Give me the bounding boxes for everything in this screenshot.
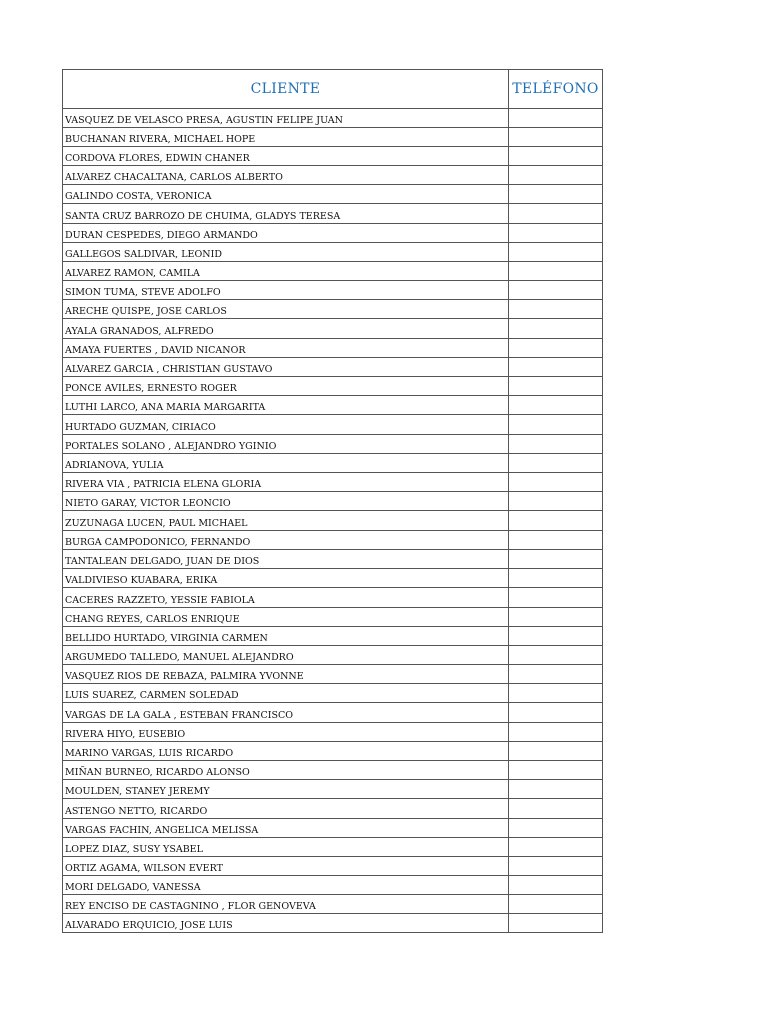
phone-cell [509,435,603,454]
phone-cell [509,358,603,377]
table-row [63,627,603,646]
phone-cell [509,627,603,646]
table-row [63,339,603,358]
phone-cell [509,473,603,492]
client-name-cell: ARECHE QUISPE, JOSE CARLOS [63,300,509,319]
table-row [63,550,603,569]
table-row [63,473,603,492]
table-header-row [63,70,603,109]
phone-cell [509,224,603,243]
client-name-cell: BURGA CAMPODONICO, FERNANDO [63,531,509,550]
table-row [63,819,603,838]
client-name-cell: SANTA CRUZ BARROZO DE CHUIMA, GLADYS TERESA [63,204,509,224]
table-row [63,224,603,243]
client-name-cell: MARINO VARGAS, LUIS RICARDO [63,742,509,761]
table-row [63,531,603,550]
table-row [63,742,603,761]
table-row [63,128,603,147]
table-row [63,665,603,684]
client-name-cell: ALVAREZ RAMON, CAMILA [63,262,509,281]
phone-cell [509,531,603,550]
client-name-cell: BELLIDO HURTADO, VIRGINIA CARMEN [63,627,509,646]
client-name-cell: ALVAREZ GARCIA , CHRISTIAN GUSTAVO [63,358,509,377]
client-name-cell: ALVARADO ERQUICIO, JOSE LUIS [63,914,509,933]
client-name-cell: NIETO GARAY, VICTOR LEONCIO [63,492,509,511]
client-name-cell: AMAYA FUERTES , DAVID NICANOR [63,339,509,358]
table-row [63,608,603,627]
client-name-cell: AYALA GRANADOS, ALFREDO [63,319,509,339]
table-row [63,377,603,396]
table-row [63,300,603,319]
client-name-cell: VARGAS DE LA GALA , ESTEBAN FRANCISCO [63,703,509,723]
phone-cell [509,128,603,147]
table-body [63,109,603,933]
phone-cell [509,281,603,300]
phone-cell [509,377,603,396]
client-name-cell: PORTALES SOLANO , ALEJANDRO YGINIO [63,435,509,454]
client-name-cell: CORDOVA FLORES, EDWIN CHANER [63,147,509,166]
client-name-cell: LOPEZ DIAZ, SUSY YSABEL [63,838,509,857]
table-row [63,799,603,819]
header-cliente: CLIENTE [63,70,509,109]
phone-cell [509,166,603,185]
client-name-cell: ADRIANOVA, YULIA [63,454,509,473]
table-row [63,895,603,914]
table-row [63,876,603,895]
table-row [63,281,603,300]
phone-cell [509,550,603,569]
table-row [63,511,603,531]
phone-cell [509,396,603,415]
phone-cell [509,684,603,703]
table-row [63,204,603,224]
client-name-cell: GALLEGOS SALDIVAR, LEONID [63,243,509,262]
table-row [63,703,603,723]
client-name-cell: PONCE AVILES, ERNESTO ROGER [63,377,509,396]
phone-cell [509,204,603,224]
phone-cell [509,761,603,780]
phone-cell [509,415,603,435]
client-name-cell: LUTHI LARCO, ANA MARIA MARGARITA [63,396,509,415]
phone-cell [509,588,603,608]
client-name-cell: TANTALEAN DELGADO, JUAN DE DIOS [63,550,509,569]
client-name-cell: BUCHANAN RIVERA, MICHAEL HOPE [63,128,509,147]
client-table [62,69,603,933]
phone-cell [509,646,603,665]
client-name-cell: REY ENCISO DE CASTAGNINO , FLOR GENOVEVA [63,895,509,914]
table-row [63,838,603,857]
client-name-cell: ASTENGO NETTO, RICARDO [63,799,509,819]
table-row [63,358,603,377]
table-row [63,569,603,588]
client-name-cell: GALINDO COSTA, VERONICA [63,185,509,204]
client-name-cell: SIMON TUMA, STEVE ADOLFO [63,281,509,300]
phone-cell [509,857,603,876]
table-row [63,723,603,742]
client-name-cell: CHANG REYES, CARLOS ENRIQUE [63,608,509,627]
phone-cell [509,819,603,838]
phone-cell [509,703,603,723]
table-row [63,415,603,435]
client-name-cell: VASQUEZ DE VELASCO PRESA, AGUSTIN FELIPE JUAN [63,109,509,128]
header-telefono: TELÉFONO [509,70,603,109]
client-name-cell: ALVAREZ CHACALTANA, CARLOS ALBERTO [63,166,509,185]
client-name-cell: ARGUMEDO TALLEDO, MANUEL ALEJANDRO [63,646,509,665]
phone-cell [509,914,603,933]
table-row [63,588,603,608]
client-name-cell: DURAN CESPEDES, DIEGO ARMANDO [63,224,509,243]
table-row [63,109,603,128]
phone-cell [509,742,603,761]
table-row [63,243,603,262]
phone-cell [509,723,603,742]
client-name-cell: VALDIVIESO KUABARA, ERIKA [63,569,509,588]
client-name-cell: LUIS SUAREZ, CARMEN SOLEDAD [63,684,509,703]
phone-cell [509,339,603,358]
table-row [63,147,603,166]
phone-cell [509,454,603,473]
phone-cell [509,780,603,799]
client-name-cell: MIÑAN BURNEO, RICARDO ALONSO [63,761,509,780]
table-row [63,857,603,876]
client-name-cell: MORI DELGADO, VANESSA [63,876,509,895]
phone-cell [509,665,603,684]
phone-cell [509,300,603,319]
phone-cell [509,147,603,166]
phone-cell [509,876,603,895]
phone-cell [509,608,603,627]
table-row [63,166,603,185]
table-row [63,262,603,281]
phone-cell [509,185,603,204]
phone-cell [509,511,603,531]
table-row [63,454,603,473]
phone-cell [509,799,603,819]
phone-cell [509,569,603,588]
client-name-cell: CACERES RAZZETO, YESSIE FABIOLA [63,588,509,608]
phone-cell [509,319,603,339]
phone-cell [509,492,603,511]
table-row [63,761,603,780]
table-row [63,319,603,339]
client-name-cell: ORTIZ AGAMA, WILSON EVERT [63,857,509,876]
table-row [63,684,603,703]
table-row [63,780,603,799]
table-row [63,435,603,454]
phone-cell [509,262,603,281]
phone-cell [509,243,603,262]
client-name-cell: MOULDEN, STANEY JEREMY [63,780,509,799]
table-row [63,396,603,415]
client-name-cell: VARGAS FACHIN, ANGELICA MELISSA [63,819,509,838]
client-name-cell: RIVERA HIYO, EUSEBIO [63,723,509,742]
client-name-cell: RIVERA VIA , PATRICIA ELENA GLORIA [63,473,509,492]
phone-cell [509,895,603,914]
phone-cell [509,109,603,128]
table-row [63,185,603,204]
client-name-cell: ZUZUNAGA LUCEN, PAUL MICHAEL [63,511,509,531]
client-name-cell: HURTADO GUZMAN, CIRIACO [63,415,509,435]
table-row [63,914,603,933]
client-name-cell: VASQUEZ RIOS DE REBAZA, PALMIRA YVONNE [63,665,509,684]
phone-cell [509,838,603,857]
table-row [63,646,603,665]
table-row [63,492,603,511]
